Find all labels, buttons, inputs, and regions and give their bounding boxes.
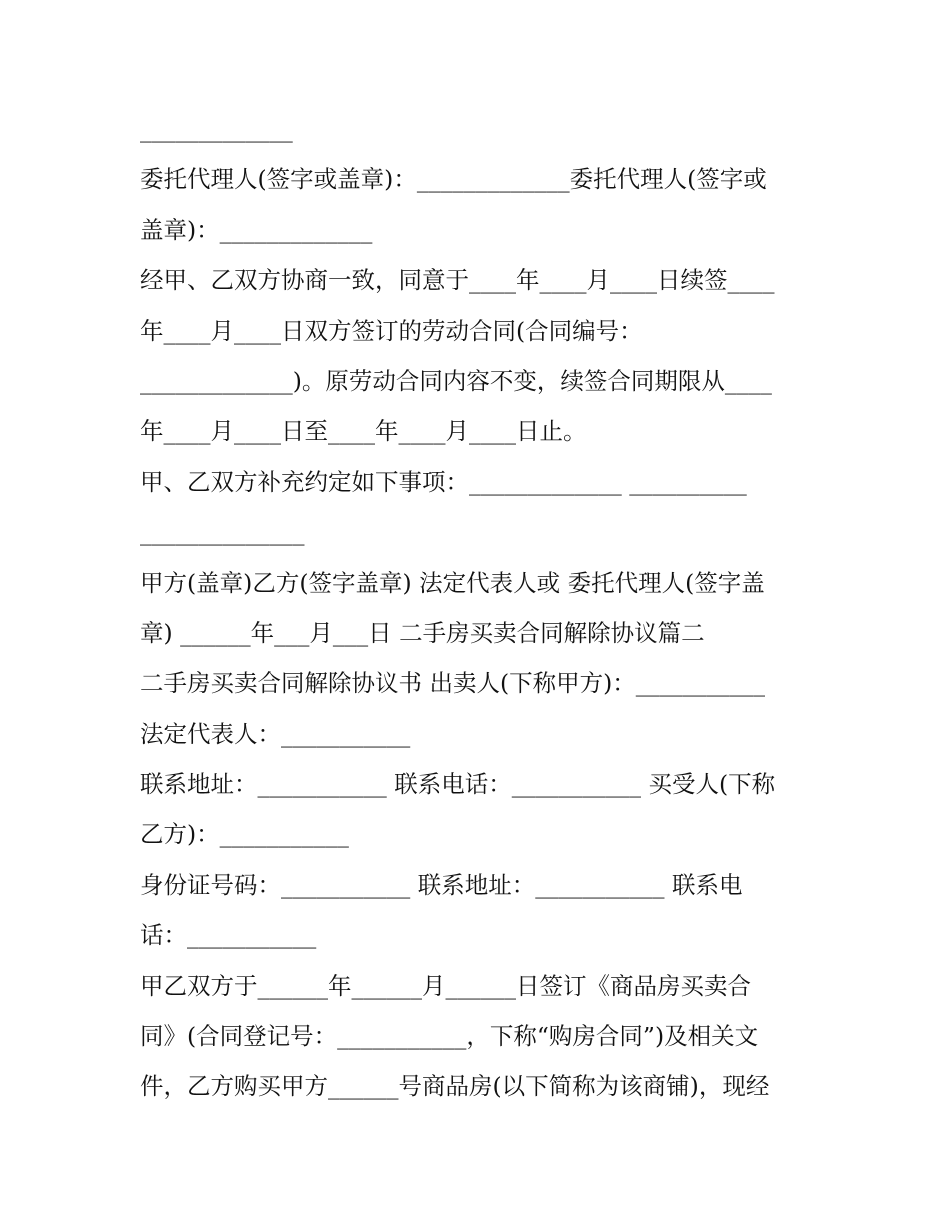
- text-line: 甲方(盖章)乙方(签字盖章) 法定代表人或 委托代理人(签字盖: [140, 568, 765, 597]
- text-line: 甲乙双方于______年______月______日签订《商品房买卖合: [140, 971, 751, 1000]
- text-line: 年____月____日双方签订的劳动合同(合同编号：: [140, 316, 643, 345]
- text-line: 盖章)：_____________: [140, 215, 373, 244]
- text-line: _____________)。原劳动合同内容不变，续签合同期限从____: [140, 366, 772, 395]
- text-line: 话：___________: [140, 921, 317, 950]
- text-line: 甲、乙双方补充约定如下事项：_____________ __________: [140, 467, 747, 496]
- text-line: 件，乙方购买甲方______号商品房(以下简称为该商铺)，现经: [140, 1072, 770, 1101]
- text-line: 身份证号码：___________ 联系地址：___________ 联系电: [140, 870, 743, 899]
- text-line: 年____月____日至____年____月____日止。: [140, 417, 587, 446]
- text-line: 同》(合同登记号：___________，下称“购房合同”)及相关文: [140, 1022, 759, 1051]
- text-line: 章) ______年___月___日 二手房买卖合同解除协议篇二: [140, 618, 705, 647]
- text-line: ______________: [140, 518, 305, 547]
- text-line: 二手房买卖合同解除协议书 出卖人(下称甲方)：___________: [140, 669, 766, 698]
- text-line: 经甲、乙双方协商一致，同意于____年____月____日续签____: [140, 266, 775, 295]
- document-body: [140, 104, 820, 1112]
- text-line: 委托代理人(签字或盖章)：_____________委托代理人(签字或: [140, 165, 767, 194]
- text-line: 乙方)：___________: [140, 820, 349, 849]
- text-line: 法定代表人：___________: [140, 719, 411, 748]
- text-line: _____________: [140, 115, 293, 143]
- text-line: 联系地址：___________ 联系电话：___________ 买受人(下称: [140, 770, 776, 799]
